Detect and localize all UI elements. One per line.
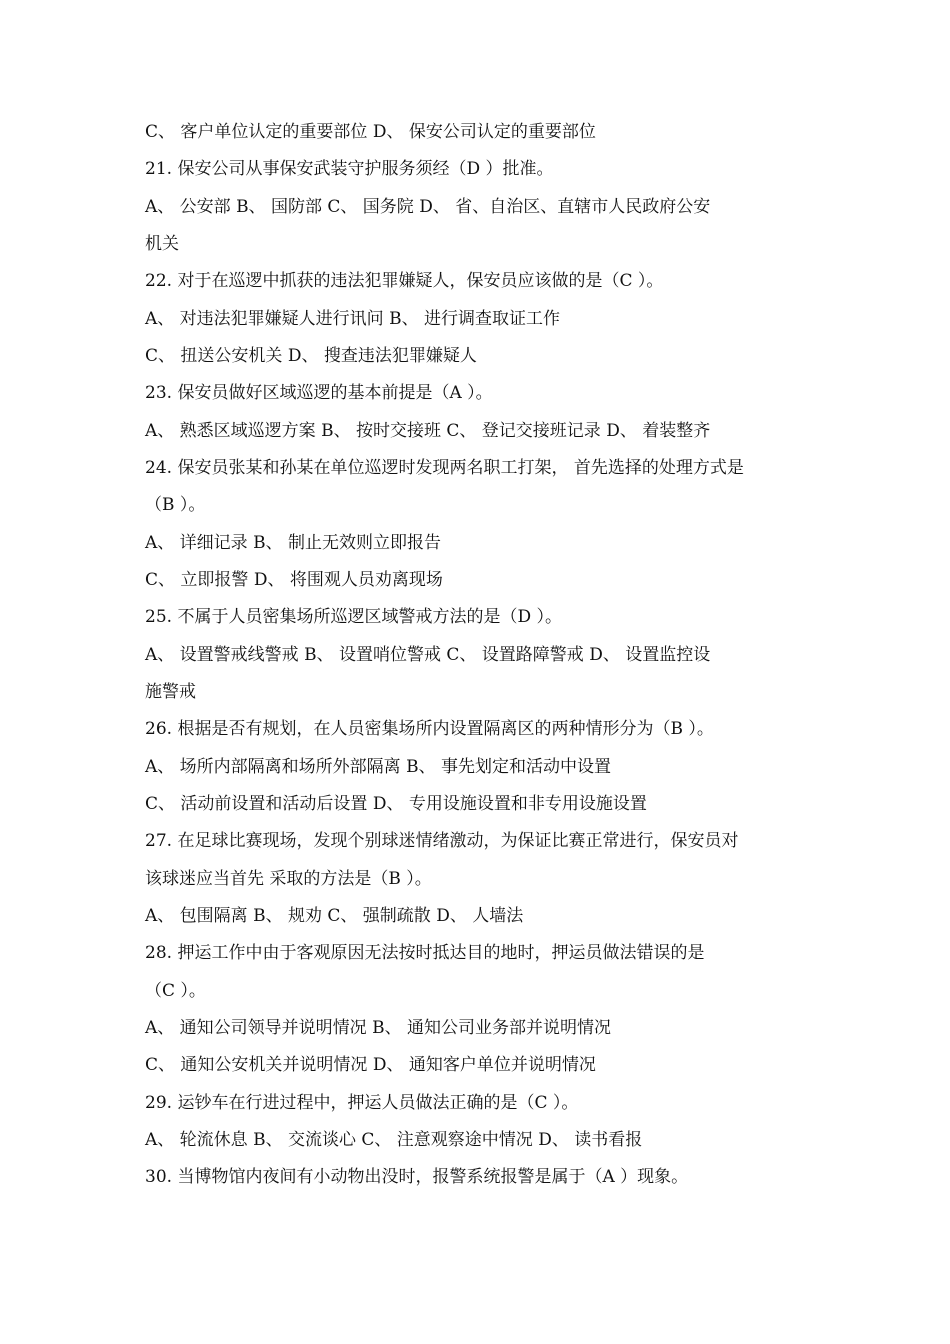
question-30: 30. 当博物馆内夜间有小动物出没时，报警系统报警是属于（A ）现象。	[145, 1167, 689, 1187]
question-21-options: A、 公安部 B、 国防部 C、 国务院 D、 省、自治区、直辖市人民政府公安	[145, 197, 711, 217]
question-28-answer: （C ）。	[145, 981, 206, 1001]
question-27: 27. 在足球比赛现场，发现个别球迷情绪激动，为保证比赛正常进行，保安员对	[145, 831, 739, 851]
question-23-options: A、 熟悉区域巡逻方案 B、 按时交接班 C、 登记交接班记录 D、 着装整齐	[145, 421, 711, 441]
question-26-options-cd: C、 活动前设置和活动后设置 D、 专用设施设置和非专用设施设置	[145, 794, 647, 814]
question-29: 29. 运钞车在行进过程中，押运人员做法正确的是（C ）。	[145, 1093, 579, 1113]
question-29-options: A、 轮流休息 B、 交流谈心 C、 注意观察途中情况 D、 读书看报	[145, 1130, 643, 1150]
question-22-options-ab: A、 对违法犯罪嫌疑人进行讯问 B、 进行调查取证工作	[145, 309, 560, 329]
question-25: 25. 不属于人员密集场所巡逻区域警戒方法的是（D ）。	[145, 607, 562, 627]
question-28: 28. 押运工作中由于客观原因无法按时抵达目的地时，押运员做法错误的是	[145, 943, 705, 963]
text-line: C、 客户单位认定的重要部位 D、 保安公司认定的重要部位	[145, 122, 596, 142]
question-22: 22. 对于在巡逻中抓获的违法犯罪嫌疑人，保安员应该做的是（C ）。	[145, 271, 664, 291]
question-27-cont: 该球迷应当首先 采取的方法是（B ）。	[145, 869, 432, 889]
question-21: 21. 保安公司从事保安武装守护服务须经（D ）批准。	[145, 159, 554, 179]
question-24-options-ab: A、 详细记录 B、 制止无效则立即报告	[145, 533, 441, 553]
question-27-options: A、 包围隔离 B、 规劝 C、 强制疏散 D、 人墙法	[145, 906, 524, 926]
question-24-answer: （B ）。	[145, 495, 206, 515]
question-24-options-cd: C、 立即报警 D、 将围观人员劝离现场	[145, 570, 443, 590]
question-23: 23. 保安员做好区域巡逻的基本前提是（A ）。	[145, 383, 493, 403]
question-24: 24. 保安员张某和孙某在单位巡逻时发现两名职工打架， 首先选择的处理方式是	[145, 458, 744, 478]
question-22-options-cd: C、 扭送公安机关 D、 搜查违法犯罪嫌疑人	[145, 346, 477, 366]
question-21-options-cont: 机关	[145, 234, 179, 254]
question-28-options-cd: C、 通知公安机关并说明情况 D、 通知客户单位并说明情况	[145, 1055, 596, 1075]
question-26-options-ab: A、 场所内部隔离和场所外部隔离 B、 事先划定和活动中设置	[145, 757, 611, 777]
question-25-options: A、 设置警戒线警戒 B、 设置哨位警戒 C、 设置路障警戒 D、 设置监控设	[145, 645, 711, 665]
question-26: 26. 根据是否有规划，在人员密集场所内设置隔离区的两种情形分为（B ）。	[145, 719, 714, 739]
question-28-options-ab: A、 通知公司领导并说明情况 B、 通知公司业务部并说明情况	[145, 1018, 611, 1038]
question-25-options-cont: 施警戒	[145, 682, 196, 702]
